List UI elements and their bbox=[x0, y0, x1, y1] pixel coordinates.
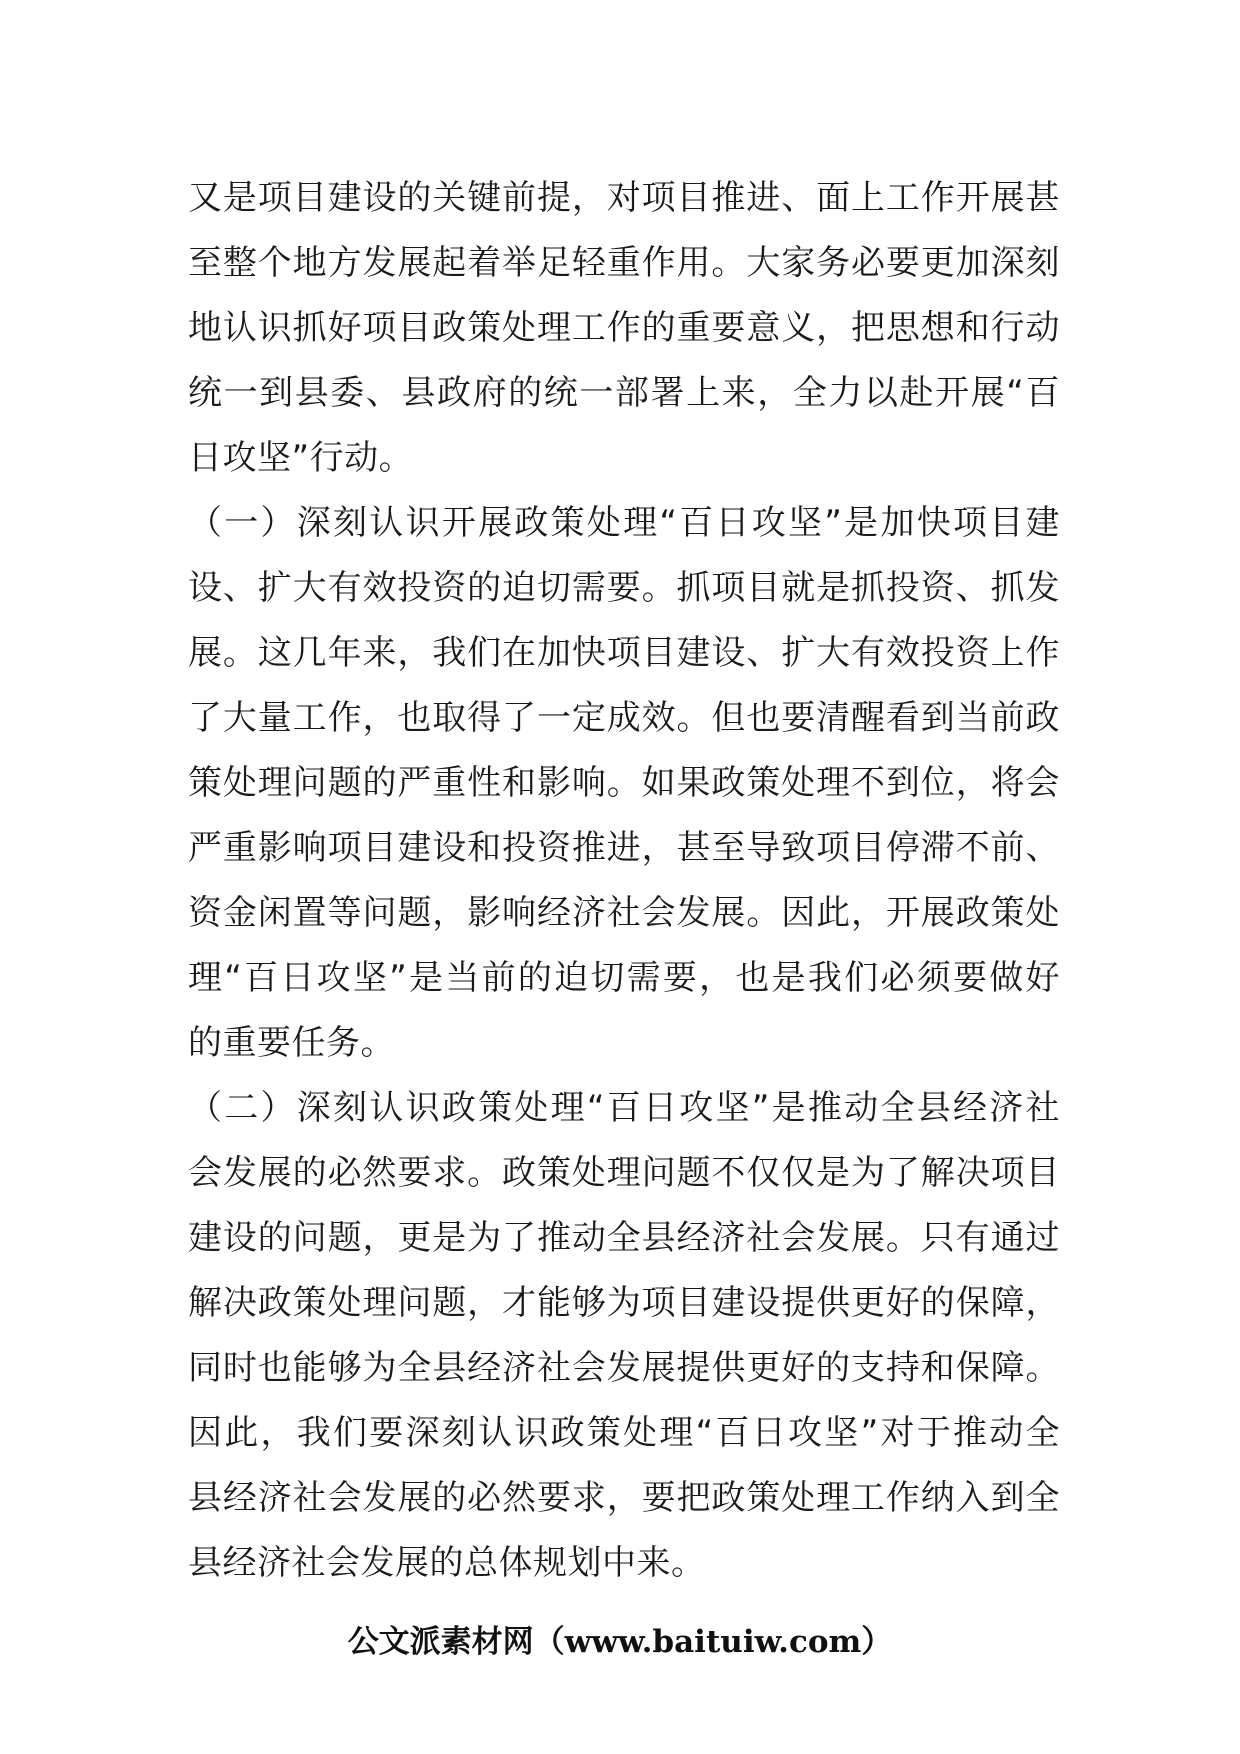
text-line-15: （二）深刻认识政策处理“百日攻坚”是推动全县经济社 bbox=[188, 1088, 1060, 1128]
text-line-7: 设、扩大有效投资的迫切需要。抓项目就是抓投资、抓发 bbox=[188, 568, 1060, 608]
text-line-11: 严重影响项目建设和投资推进，甚至导致项目停滞不前、 bbox=[188, 828, 1060, 868]
text-line-2: 至整个地方发展起着举足轻重作用。大家务必要更加深刻 bbox=[188, 243, 1060, 283]
text-line-12: 资金闲置等问题，影响经济社会发展。因此，开展政策处 bbox=[188, 893, 1060, 933]
text-line-19: 同时也能够为全县经济社会发展提供更好的支持和保障。 bbox=[188, 1348, 1060, 1388]
text-line-14: 的重要任务。 bbox=[188, 1023, 395, 1063]
text-line-4: 统一到县委、县政府的统一部署上来，全力以赴开展“百 bbox=[188, 373, 1060, 413]
text-line-21: 县经济社会发展的必然要求，要把政策处理工作纳入到全 bbox=[188, 1478, 1060, 1518]
text-line-16: 会发展的必然要求。政策处理问题不仅仅是为了解决项目 bbox=[188, 1153, 1060, 1193]
footer-watermark-text: 公文派素材网（www.baituiw.com） bbox=[347, 1624, 893, 1660]
text-line-3: 地认识抓好项目政策处理工作的重要意义，把思想和行动 bbox=[188, 308, 1060, 348]
text-line-18: 解决政策处理问题，才能够为项目建设提供更好的保障， bbox=[188, 1283, 1060, 1323]
text-line-6: （一）深刻认识开展政策处理“百日攻坚”是加快项目建 bbox=[188, 503, 1060, 543]
text-line-5: 日攻坚”行动。 bbox=[188, 438, 414, 478]
text-line-1: 又是项目建设的关键前提，对项目推进、面上工作开展甚 bbox=[188, 178, 1060, 218]
text-line-10: 策处理问题的严重性和影响。如果政策处理不到位，将会 bbox=[188, 763, 1060, 803]
text-line-13: 理“百日攻坚”是当前的迫切需要，也是我们必须要做好 bbox=[188, 958, 1060, 998]
text-line-17: 建设的问题，更是为了推动全县经济社会发展。只有通过 bbox=[188, 1218, 1060, 1258]
document-body bbox=[188, 166, 1060, 1596]
text-line-22: 县经济社会发展的总体规划中来。 bbox=[188, 1543, 706, 1583]
text-line-8: 展。这几年来，我们在加快项目建设、扩大有效投资上作 bbox=[188, 633, 1060, 673]
text-line-9: 了大量工作，也取得了一定成效。但也要清醒看到当前政 bbox=[188, 698, 1060, 738]
text-line-20: 因此，我们要深刻认识政策处理“百日攻坚”对于推动全 bbox=[188, 1413, 1060, 1453]
